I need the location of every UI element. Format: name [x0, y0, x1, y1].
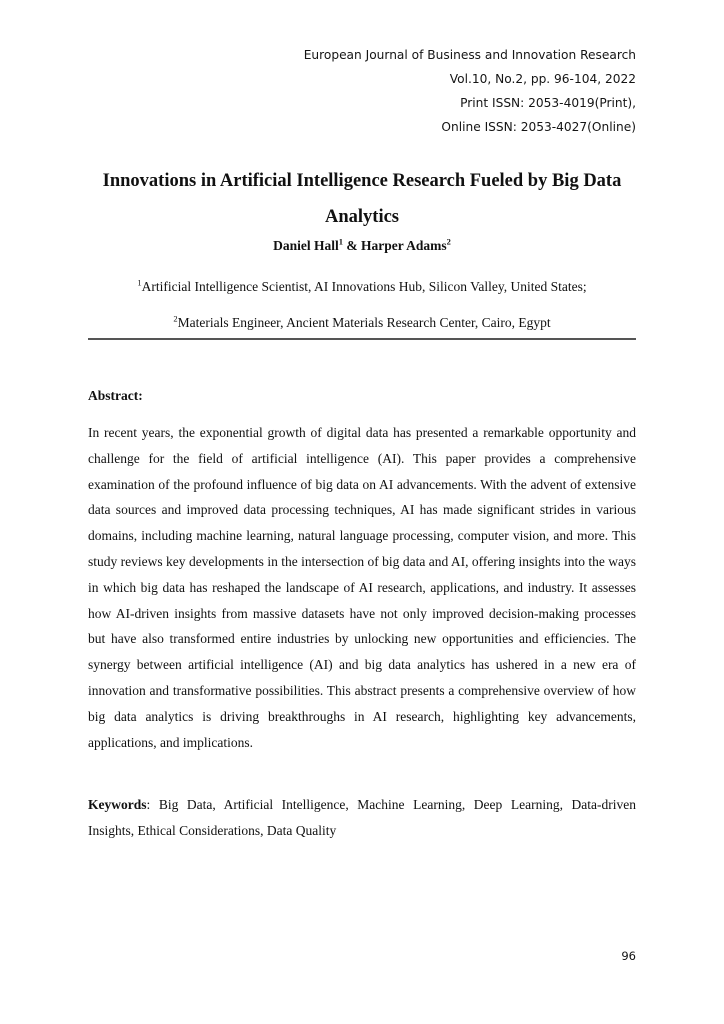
author-list: [88, 236, 636, 256]
keywords-label: Keywords: [88, 797, 147, 812]
affiliation-number: 2: [173, 313, 178, 324]
author-affiliation-mark: 1: [338, 236, 343, 247]
print-issn: Print ISSN: 2053-4019(Print),: [460, 96, 636, 110]
journal-name: European Journal of Business and Innovation Research: [303, 48, 636, 62]
online-issn: Online ISSN: 2053-4027(Online): [441, 120, 636, 134]
affiliation-number: 1: [137, 277, 142, 288]
affiliation-2: [88, 313, 636, 333]
author-name: Daniel Hall: [273, 238, 339, 253]
author-affiliation-mark: 2: [446, 236, 451, 247]
keywords-separator: :: [146, 797, 159, 812]
page-number: 96: [621, 949, 636, 963]
keywords: [88, 792, 636, 844]
journal-volume: Vol.10, No.2, pp. 96-104, 2022: [449, 72, 636, 86]
title-divider: [88, 338, 636, 340]
abstract-body: In recent years, the exponential growth of digital data has presented a remarkable opportunity and challenge for the field of artificial intelligence (AI). This paper provides a comprehensive examination of the profound influence of big data on AI advancements. With the advent of extensive data sources and improved data processing techniques, AI has made significant strides in various domains, including machine learning, natural language processing, computer vision, and more. This study reviews key developments in the intersection of big data and AI, offering insights into the ways in which big data has reshaped the landscape of AI research, applications, and industry. It assesses how AI-driven insights from massive datasets have not only improved decision-making processes but have also transformed entire industries by unlocking new opportunities and efficiencies. The synergy between artificial intelligence (AI) and big data analytics has ushered in a new era of innovation and transformative possibilities. This abstract presents a comprehensive overview of how big data analytics is driving breakthroughs in AI research, highlighting key advancements, applications, and implications.: [88, 425, 636, 750]
author-separator: &: [343, 238, 361, 253]
paper-title: Innovations in Artificial Intelligence Research Fueled by Big Data Analytics: [102, 171, 622, 227]
author-name: Harper Adams: [361, 238, 447, 253]
journal-header: [304, 43, 636, 139]
affiliation-text: Artificial Intelligence Scientist, AI Innovations Hub, Silicon Valley, United States;: [141, 279, 587, 294]
keywords-text: Big Data, Artificial Intelligence, Machine Learning, Deep Learning, Data-driven Insights, Ethical Considerations, Data Quality: [88, 797, 636, 838]
affiliation-1: [88, 277, 636, 297]
affiliation-text: Materials Engineer, Ancient Materials Research Center, Cairo, Egypt: [177, 315, 551, 330]
abstract-heading: Abstract:: [88, 388, 143, 403]
